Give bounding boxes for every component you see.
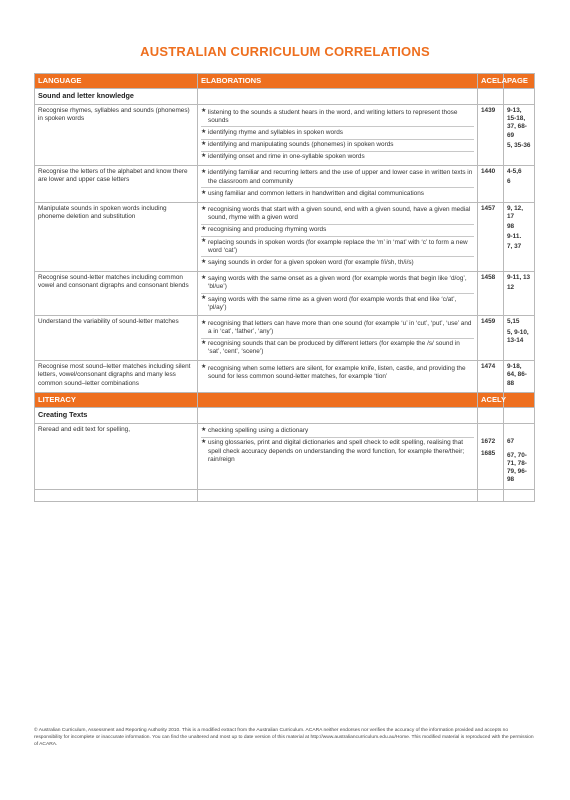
- page-header: PAGE: [504, 74, 535, 89]
- elaborations-cell: [198, 271, 478, 316]
- star-bullet-icon: ★: [201, 426, 207, 433]
- elaboration-text: identifying and manipulating sounds (phonemes) in spoken words: [208, 141, 394, 149]
- page-cell: [504, 271, 535, 316]
- language-row: [35, 271, 535, 316]
- page-ref: 5, 35-36: [507, 141, 531, 149]
- empty-cell: [198, 489, 478, 501]
- literacy-subheading-row: [35, 407, 535, 423]
- acela-code: 1440: [478, 165, 504, 202]
- elaborations-cell: [198, 361, 478, 393]
- page-ref: 7, 37: [507, 243, 522, 251]
- language-subheading-row: [35, 89, 535, 105]
- empty-cell: [478, 407, 504, 423]
- acela-code: 1474: [478, 361, 504, 393]
- elaboration-item: [201, 363, 474, 382]
- page-cell: [504, 361, 535, 393]
- empty-cell: [198, 89, 478, 105]
- elaboration-item: [201, 127, 474, 139]
- literacy-section: [35, 392, 535, 501]
- star-bullet-icon: ★: [201, 295, 207, 302]
- elaboration-text: saying words with the same rime as a given word (for example words that end like ‘c/at’, ‘pl/ay’): [208, 295, 457, 311]
- elaborations-header: ELABORATIONS: [198, 74, 478, 89]
- elaborations-cell: [198, 423, 478, 489]
- empty-cell: [504, 489, 535, 501]
- literacy-page-header: [504, 392, 535, 407]
- acely-code: 1672: [481, 437, 496, 445]
- star-bullet-icon: ★: [201, 189, 207, 196]
- star-bullet-icon: ★: [201, 258, 207, 265]
- language-row: [35, 361, 535, 393]
- page-cell: [504, 202, 535, 271]
- page-cell: [504, 105, 535, 166]
- literacy-subheading: Creating Texts: [35, 407, 198, 423]
- page-ref: 9-11, 13: [507, 273, 531, 281]
- outcome-description: Recognise sound-letter matches including common vowel and consonant digraphs and consonant blends: [35, 271, 198, 316]
- elaboration-text: saying words with the same onset as a given word (for example words that begin like ‘d/og’, ‘bl/ue’): [208, 275, 467, 291]
- elaboration-item: [201, 426, 474, 438]
- page-ref: 9-13, 15-18, 37, 68-69: [507, 107, 527, 139]
- elaboration-item: [201, 237, 474, 257]
- page-ref: 12: [507, 283, 515, 291]
- empty-cell: [198, 407, 478, 423]
- elaboration-item: [201, 152, 474, 163]
- empty-cell: [478, 489, 504, 501]
- page-ref: 9, 12, 17: [507, 204, 523, 220]
- elaboration-item: [201, 438, 474, 466]
- outcome-description: Recognise most sound–letter matches including silent letters, vowel/consonant digraphs and many less common sound–letter combinations: [35, 361, 198, 393]
- elaboration-item: [201, 318, 474, 338]
- elaboration-item: [201, 257, 474, 268]
- elaboration-text: saying sounds in order for a given spoken word (for example f/i/sh, th/i/s): [208, 258, 414, 266]
- empty-cell: [504, 407, 535, 423]
- elaboration-text: recognising that letters can have more than one sound (for example ‘u’ in ‘cut’, ‘put’, ‘use’ and a in ‘cat’, ‘father’, ‘any’): [208, 319, 472, 336]
- elaboration-item: [201, 225, 474, 237]
- language-row: [35, 105, 535, 166]
- acely-header: ACELY: [478, 392, 504, 407]
- star-bullet-icon: ★: [201, 238, 207, 245]
- elaboration-text: recognising sounds that can be produced by different letters (for example the /s/ sound in ‘sat’, ‘cent’, ‘scene’): [208, 340, 460, 356]
- page-ref: 6: [507, 178, 511, 186]
- page-cell: [504, 316, 535, 361]
- page-ref: 5, 9-10, 13-14: [507, 328, 529, 344]
- outcome-description: Manipulate sounds in spoken words including phoneme deletion and substitution: [35, 202, 198, 271]
- page-ref: 98: [507, 222, 515, 230]
- star-bullet-icon: ★: [201, 108, 207, 115]
- star-bullet-icon: ★: [201, 319, 207, 326]
- outcome-description: Recognise rhymes, syllables and sounds (phonemes) in spoken words: [35, 105, 198, 166]
- acela-code: 1439: [478, 105, 504, 166]
- literacy-row: [35, 423, 535, 489]
- elaboration-text: using glossaries, print and digital dictionaries and spell check to edit spelling, realising that spell check accuracy depends on understanding the word function, for example there/their; rain/reign: [208, 439, 465, 463]
- acely-code-cell: [478, 423, 504, 489]
- page-ref: 5,15: [507, 318, 520, 326]
- language-header-row: [35, 74, 535, 89]
- acela-header: ACELA: [478, 74, 504, 89]
- elaboration-text: recognising when some letters are silent, for example knife, listen, castle, and providing the sound for less common sound-letter matches, for example ‘tion’: [208, 364, 466, 380]
- elaboration-item: [201, 168, 474, 188]
- correlations-table: [34, 73, 535, 502]
- literacy-elaborations-header: [198, 392, 478, 407]
- acela-code: 1458: [478, 271, 504, 316]
- elaboration-item: [201, 274, 474, 294]
- elaboration-text: replacing sounds in spoken words (for example replace the ‘m’ in ‘mat’ with ‘c’ to form a new word ‘cat’): [208, 238, 468, 254]
- elaborations-cell: [198, 316, 478, 361]
- elaboration-text: checking spelling using a dictionary: [208, 427, 309, 435]
- acela-code: 1459: [478, 316, 504, 361]
- page-ref: 67: [507, 437, 515, 445]
- elaboration-item: [201, 188, 474, 199]
- elaboration-item: [201, 339, 474, 358]
- elaborations-cell: [198, 105, 478, 166]
- page-cell: [504, 423, 535, 489]
- outcome-description: Recognise the letters of the alphabet and know there are lower and upper case letters: [35, 165, 198, 202]
- star-bullet-icon: ★: [201, 153, 207, 160]
- elaboration-text: recognising words that start with a given sound, end with a given sound, have a given medial sound, rhyme with a given word: [208, 206, 471, 222]
- copyright-footer: © Australian Curriculum, Assessment and Reporting Authority 2010. This is a modified extract from the Australian Curriculum. ACARA neither endorses nor verifies the accuracy of the information provided and accepts no responsibility for incomplete or inaccurate information. You can find the unaltered and most up to date version of this material at http://www.australiancurriculum.edu.au/Home. This modified material is reproduced with the permission of ACARA.: [34, 728, 534, 748]
- elaboration-text: identifying rhyme and syllables in spoken words: [208, 128, 343, 136]
- page-title: AUSTRALIAN CURRICULUM CORRELATIONS: [140, 44, 430, 59]
- language-row: [35, 165, 535, 202]
- page-cell: [504, 165, 535, 202]
- elaboration-item: [201, 294, 474, 313]
- star-bullet-icon: ★: [201, 169, 207, 176]
- elaboration-text: identifying onset and rime in one-syllable spoken words: [208, 153, 365, 161]
- star-bullet-icon: ★: [201, 364, 207, 371]
- elaboration-text: identifying familiar and recurring letters and the use of upper and lower case in written texts in the classroom and community: [208, 169, 473, 185]
- outcome-description: Understand the variability of sound-letter matches: [35, 316, 198, 361]
- elaboration-item: [201, 205, 474, 225]
- acely-code: 1685: [481, 449, 496, 457]
- star-bullet-icon: ★: [201, 439, 207, 446]
- star-bullet-icon: ★: [201, 128, 207, 135]
- elaboration-text: listening to the sounds a student hears in the word, and writing letters to represent those sounds: [208, 108, 458, 124]
- literacy-header: LITERACY: [35, 392, 198, 407]
- elaboration-text: using familiar and common letters in handwritten and digital communications: [208, 189, 424, 197]
- language-subheading: Sound and letter knowledge: [35, 89, 198, 105]
- literacy-header-row: [35, 392, 535, 407]
- elaboration-item: [201, 107, 474, 127]
- empty-cell: [504, 89, 535, 105]
- language-row: [35, 202, 535, 271]
- language-header: LANGUAGE: [35, 74, 198, 89]
- star-bullet-icon: ★: [201, 205, 207, 212]
- star-bullet-icon: ★: [201, 340, 207, 347]
- page-ref: 9-11.: [507, 233, 522, 241]
- star-bullet-icon: ★: [201, 140, 207, 147]
- language-row: [35, 316, 535, 361]
- language-section: [35, 89, 535, 393]
- acela-code: 1457: [478, 202, 504, 271]
- outcome-description: Reread and edit text for spelling,: [35, 423, 198, 489]
- elaboration-text: recognising and producing rhyming words: [208, 226, 327, 234]
- empty-cell: [478, 89, 504, 105]
- empty-cell: [35, 489, 198, 501]
- elaboration-item: [201, 140, 474, 152]
- star-bullet-icon: ★: [201, 226, 207, 233]
- star-bullet-icon: ★: [201, 274, 207, 281]
- page-ref: 67, 70-71, 78-79, 96-98: [507, 451, 527, 484]
- page-ref: 4-5,6: [507, 167, 522, 175]
- blank-row: [35, 489, 535, 501]
- elaborations-cell: [198, 165, 478, 202]
- elaborations-cell: [198, 202, 478, 271]
- page-ref: 9-18, 64, 86-88: [507, 363, 527, 387]
